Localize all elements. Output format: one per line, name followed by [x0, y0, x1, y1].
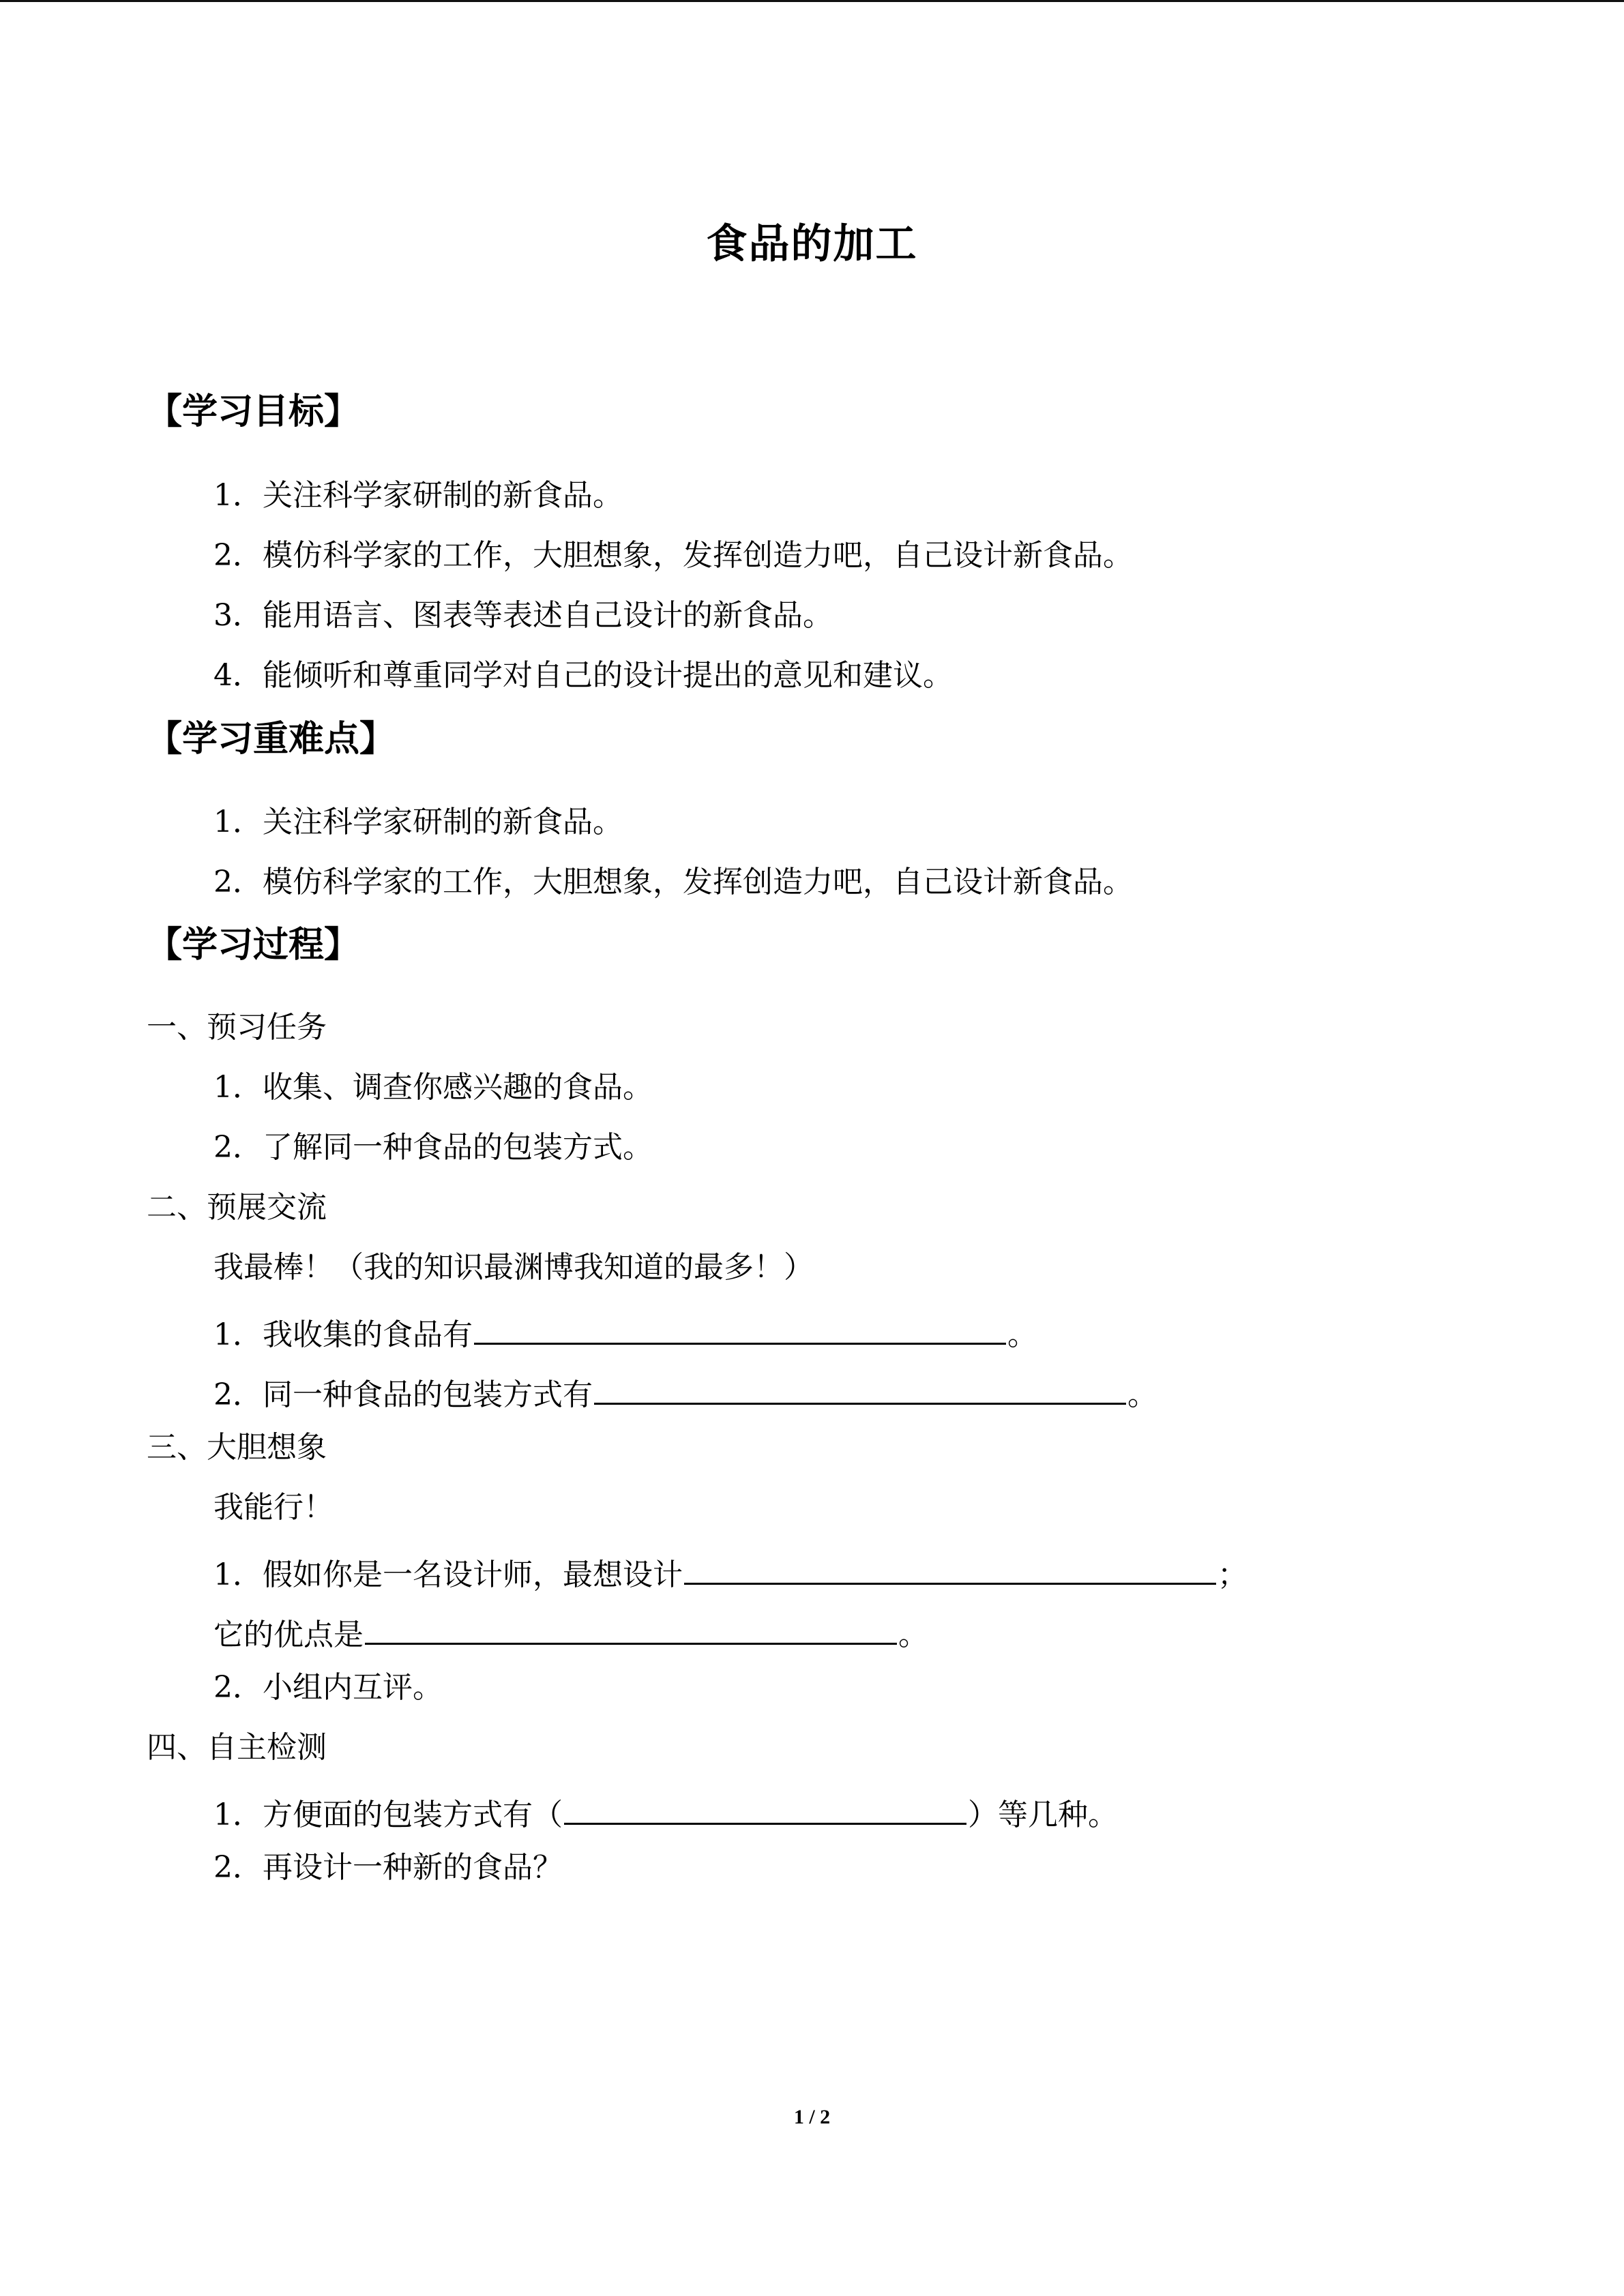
- objective-item: 1．关注科学家研制的新食品。: [213, 478, 623, 513]
- part4-question-2: 2．再设计一种新的食品？: [213, 1850, 563, 1885]
- answer-blank[interactable]: [684, 1553, 1216, 1585]
- part3-heading: 三、大胆想象: [147, 1430, 327, 1465]
- part1-item: 2．了解同一种食品的包装方式。: [213, 1130, 653, 1165]
- punctuation: 。: [898, 1617, 928, 1652]
- question-text: 1．假如你是一名设计师，最想设计: [213, 1557, 683, 1592]
- question-text: 2．同一种食品的包装方式有: [213, 1377, 593, 1412]
- part3-question-1: [213, 1553, 1247, 1590]
- answer-blank[interactable]: [594, 1373, 1126, 1405]
- part3-question-1b: [213, 1613, 928, 1650]
- objective-item: 4．能倾听和尊重同学对自己的设计提出的意见和建议。: [213, 658, 953, 693]
- key-point-item: 1．关注科学家研制的新食品。: [213, 805, 623, 839]
- answer-blank[interactable]: [365, 1613, 897, 1645]
- question-text: 1．我收集的食品有: [213, 1317, 473, 1352]
- question-text-end: ）等几种。: [968, 1798, 1118, 1832]
- part1-item: 1．收集、调查你感兴趣的食品。: [213, 1070, 653, 1105]
- answer-blank[interactable]: [564, 1793, 966, 1825]
- process-heading: 【学习过程】: [147, 924, 360, 966]
- punctuation: ；: [1217, 1557, 1247, 1592]
- question-text: 它的优点是: [213, 1617, 364, 1652]
- part3-intro: 我能行！: [213, 1490, 334, 1525]
- part2-question-2: [213, 1373, 1157, 1410]
- part3-question-2: 2．小组内互评。: [213, 1670, 443, 1705]
- objective-item: 2．模仿科学家的工作，大胆想象，发挥创造力吧，自己设计新食品。: [213, 538, 1133, 573]
- question-text: 1．方便面的包装方式有（: [213, 1798, 563, 1832]
- key-points-heading: 【学习重难点】: [147, 718, 396, 760]
- part4-question-1: [213, 1793, 1118, 1830]
- objective-item: 3．能用语言、图表等表述自己设计的新食品。: [213, 598, 833, 633]
- part2-question-1: [213, 1313, 1037, 1350]
- part4-heading: 四、自主检测: [147, 1730, 327, 1765]
- answer-blank[interactable]: [474, 1313, 1006, 1345]
- part2-intro: 我最棒！（我的知识最渊博我知道的最多！）: [213, 1250, 814, 1285]
- part2-heading: 二、预展交流: [147, 1190, 327, 1225]
- key-point-item: 2．模仿科学家的工作，大胆想象，发挥创造力吧，自己设计新食品。: [213, 865, 1133, 899]
- punctuation: 。: [1007, 1317, 1037, 1352]
- top-border: [0, 0, 1624, 2]
- punctuation: 。: [1127, 1377, 1157, 1412]
- objectives-heading: 【学习目标】: [147, 391, 360, 432]
- page-indicator: 1 / 2: [793, 2106, 831, 2128]
- part1-heading: 一、预习任务: [147, 1010, 327, 1045]
- document-title: 食品的加工: [706, 220, 918, 268]
